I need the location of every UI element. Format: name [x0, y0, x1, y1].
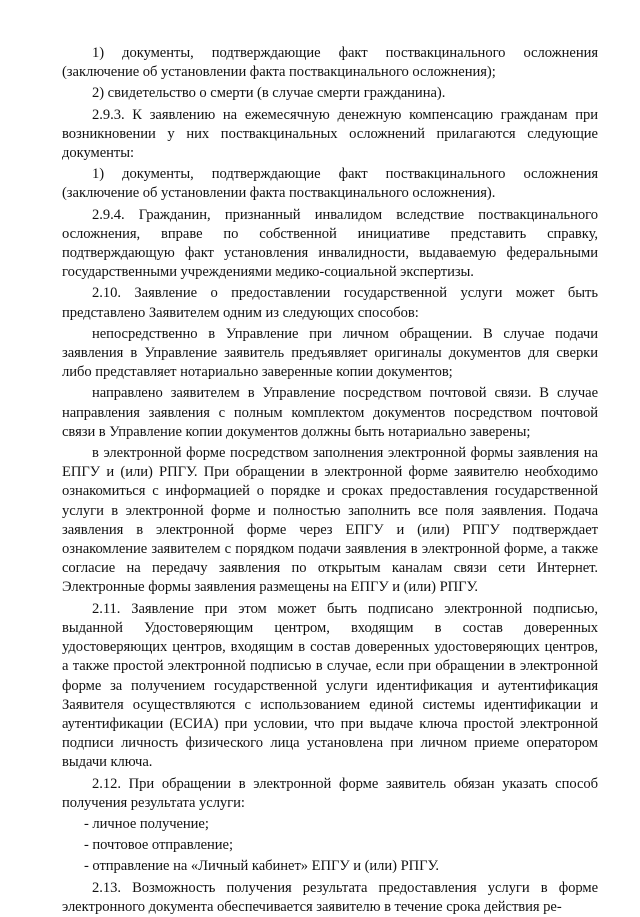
list-item-postal-sending: - почтовое отправление;	[84, 837, 233, 854]
paragraph-personal-visit: непосредственно в Управление при личном обращении. В случае подачи заявления в Управление заявитель предъявляет оригиналы документов для сверки либо представляет нотариально заверенные копии документов;	[62, 325, 598, 381]
list-item-personal-cabinet: - отправление на «Личный кабинет» ЕПГУ и (или) РПГУ.	[84, 858, 440, 875]
paragraph-item-1-documents-2: 1) документы, подтверждающие факт поствакцинального осложнения (заключение об установлении факта поствакцинального осложнения).	[62, 166, 598, 202]
paragraph-2-9-3: 2.9.3. К заявлению на ежемесячную денежную компенсацию гражданам при возникновении у них поствакцинальных осложнений прилагаются следующие документы:	[62, 106, 598, 162]
paragraph-item-2-death-certificate: 2) свидетельство о смерти (в случае смерти гражданина).	[92, 85, 446, 102]
paragraph-2-9-4: 2.9.4. Гражданин, признанный инвалидом вследствие поствакцинального осложнения, вправе по собственной инициативе представить справку, подтверждающую факт установления инвалидности, выдаваемую федеральными государственными учреждениями медико-социальной экспертизы.	[62, 206, 598, 281]
paragraph-2-10: 2.10. Заявление о предоставлении государственной услуги может быть представлено Заявителем одним из следующих способов:	[62, 285, 598, 321]
paragraph-electronic-form: в электронной форме посредством заполнения электронной формы заявления на ЕПГУ и (или) РПГУ. При обращении в электронной форме заявителю необходимо ознакомиться с информацией о порядке и сроках предоставления государственной услуги в электронной форме и полностью заполнить все поля заявления. Подача заявления в электронной форме через ЕПГУ и (или) РПГУ подтверждает ознакомление заявителем с порядком подачи заявления в электронной форме, а также согласие на передачу заявления по открытым каналам связи сети Интернет. Электронные формы заявления размещены на ЕПГУ и (или) РПГУ.	[62, 445, 598, 596]
paragraph-2-12: 2.12. При обращении в электронной форме заявитель обязан указать способ получения результата услуги:	[62, 775, 598, 811]
list-item-personal-receipt: - личное получение;	[84, 815, 209, 832]
paragraph-2-11: 2.11. Заявление при этом может быть подписано электронной подписью, выданной Удостоверяющим центром, входящим в состав доверенных удостоверяющих центров, входящим в состав доверенных удостоверяющих центров, а также простой электронной подписью в случае, если при обращении в электронной форме за получением государственной услуги идентификация и аутентификация Заявителя осуществляются с использованием единой системы идентификации и аутентификации (ЕСИА) при условии, что при выдаче ключа простой электронной подписи личность физического лица установлена при личном приеме оператором выдачи ключа.	[62, 600, 598, 771]
paragraph-item-1-documents: 1) документы, подтверждающие факт поствакцинального осложнения (заключение об установлении факта поствакцинального осложнения);	[62, 45, 598, 81]
paragraph-postal-delivery: направлено заявителем в Управление посредством почтовой связи. В случае направления заявления с полным комплектом документов посредством почтовой связи в Управление копии документов должны быть нотариально заверены;	[62, 385, 598, 440]
paragraph-2-13: 2.13. Возможность получения результата предоставления услуги в форме электронного документа обеспечивается заявителю в течение срока действия ре-	[62, 879, 598, 915]
